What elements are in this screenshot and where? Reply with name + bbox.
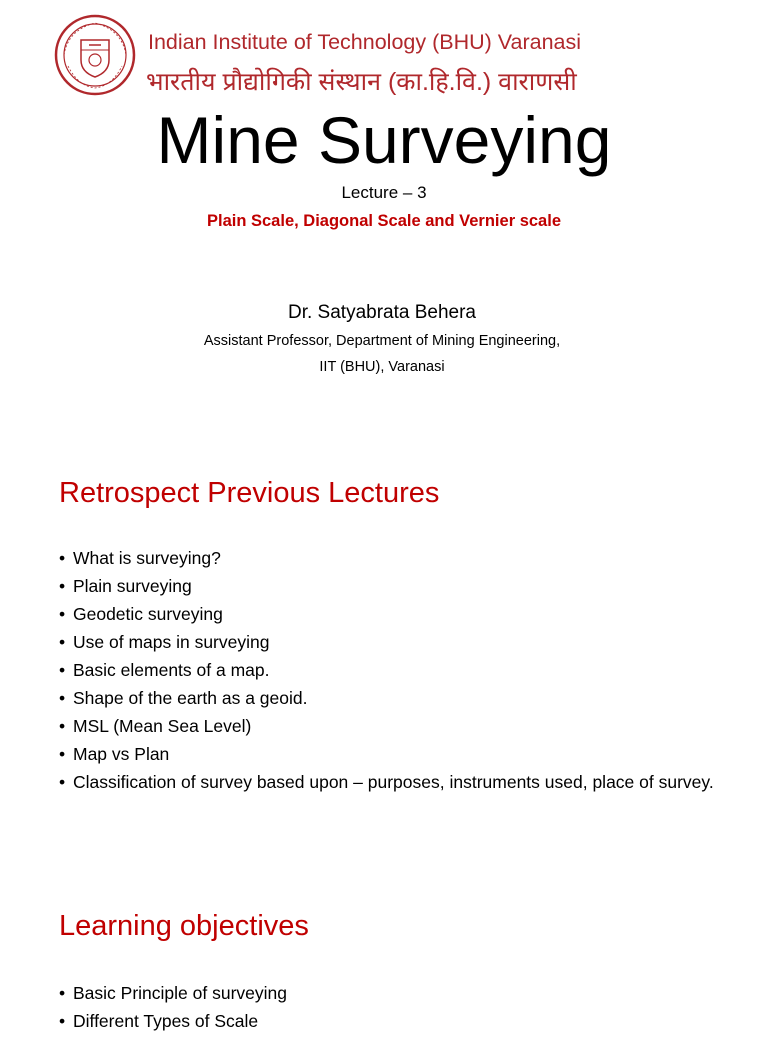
author-name: Dr. Satyabrata Behera	[288, 302, 476, 323]
lecture-number: Lecture – 3	[341, 183, 427, 202]
list-item: • Shape of the earth as a geoid.	[59, 688, 308, 708]
lecture-subtitle: Plain Scale, Diagonal Scale and Vernier scale	[206, 212, 561, 230]
bullet-icon: •	[59, 983, 66, 1003]
bullet-icon: •	[59, 772, 66, 792]
objectives-slide	[0, 880, 768, 1031]
bullet-icon: •	[59, 744, 66, 764]
iit-bhu-logo-icon	[54, 14, 136, 96]
bullet-icon: •	[59, 548, 66, 568]
page-title: Mine Surveying	[156, 103, 612, 177]
author-affiliation-line2: IIT (BHU), Varanasi	[319, 359, 445, 375]
list-item: • MSL (Mean Sea Level)	[59, 716, 252, 736]
institute-name-hindi: भारतीय प्रौद्योगिकी संस्थान (का.हि.वि.) वाराणसी	[146, 68, 577, 96]
retrospect-heading: Retrospect Previous Lectures	[59, 477, 440, 509]
list-item: • Map vs Plan	[59, 744, 170, 764]
list-item: • Use of maps in surveying	[59, 632, 270, 652]
bullet-icon: •	[59, 632, 66, 652]
retrospect-slide	[0, 445, 768, 865]
retrospect-list	[59, 548, 719, 800]
objectives-list	[59, 983, 719, 1039]
bullet-icon: •	[59, 604, 66, 624]
bullet-icon: •	[59, 688, 66, 708]
bullet-icon: •	[59, 660, 66, 680]
bullet-icon: •	[59, 1011, 66, 1031]
bullet-icon: •	[59, 716, 66, 736]
list-item: • Basic Principle of surveying	[59, 983, 287, 1003]
list-item: • Different Types of Scale	[59, 1011, 259, 1031]
list-item: • Classification of survey based upon – purposes, instruments used, place of survey.	[59, 772, 714, 792]
list-item: • Plain surveying	[59, 576, 192, 596]
list-item: • Geodetic surveying	[59, 604, 223, 624]
institute-name-english: Indian Institute of Technology (BHU) Varanasi	[148, 30, 582, 54]
list-item: • What is surveying?	[59, 548, 221, 568]
list-item: • Basic elements of a map.	[59, 660, 270, 680]
bullet-icon: •	[59, 576, 66, 596]
objectives-heading: Learning objectives	[59, 910, 309, 942]
author-affiliation-line1: Assistant Professor, Department of Mining Engineering,	[203, 333, 561, 349]
title-slide	[0, 0, 768, 430]
